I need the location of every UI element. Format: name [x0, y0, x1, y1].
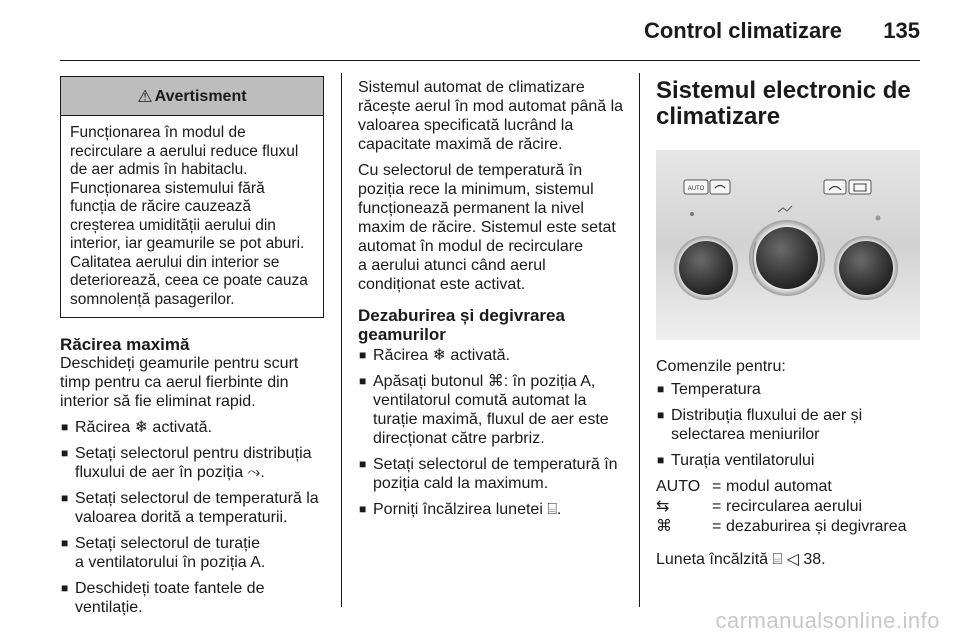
control-text: Turația ventilatorului — [671, 452, 815, 469]
warning-line: interior, iar geamurile se pot aburi. — [70, 235, 305, 252]
recirculation-icon: ⇆ — [656, 498, 670, 515]
bullet-square-icon: ■ — [359, 348, 367, 362]
definition-row — [656, 497, 922, 516]
bullet-square-icon: ■ — [657, 382, 665, 396]
step-text: Setați selectorul de temperatură în — [373, 456, 618, 473]
definition-description: dezaburirea și degivrarea — [726, 518, 907, 535]
step-text: Răcirea ❄ activată. — [75, 419, 213, 436]
warning-box — [60, 76, 324, 318]
definition-row — [656, 477, 922, 496]
list-item — [60, 444, 324, 482]
definition-equals: = — [712, 498, 722, 515]
list-item — [656, 380, 922, 399]
definition-description: modul automat — [726, 478, 832, 495]
warning-title: Avertisment — [154, 87, 247, 105]
column-middle — [358, 78, 626, 526]
step-text: Setați selectorul pentru distribuția — [75, 445, 312, 462]
title-line: climatizare — [656, 103, 781, 130]
bullet-square-icon: ■ — [61, 536, 69, 550]
column-divider-2 — [639, 73, 640, 607]
controls-label: Comenzile pentru: — [656, 358, 786, 375]
list-item — [358, 372, 626, 448]
control-text: selectarea meniurilor — [671, 426, 820, 443]
warning-line: recirculare a aerului reduce fluxul — [70, 142, 299, 160]
selector-paragraph — [358, 161, 626, 294]
step-text: direcționat către parbriz. — [373, 430, 545, 447]
list-item — [60, 579, 324, 617]
control-text: Temperatura — [671, 381, 761, 398]
bullet-square-icon: ■ — [359, 374, 367, 388]
warning-line: Calitatea aerului din interior se — [70, 253, 280, 271]
max-cooling-heading: Răcirea maximă — [60, 335, 190, 354]
step-text: ventilatorul comută automat la — [373, 392, 587, 409]
header-divider — [60, 60, 920, 61]
warning-line: deteriorează, ceea ce poate cauza — [70, 272, 308, 289]
defog-steps — [358, 346, 626, 519]
max-cooling-intro — [60, 354, 324, 411]
heading-line: Dezaburirea și degivrarea — [358, 306, 565, 325]
warning-line: somnolență pasagerilor. — [70, 290, 235, 308]
climate-control-panel-image — [656, 150, 920, 340]
paragraph-line: Sistemul automat de climatizare — [358, 79, 585, 96]
list-item — [60, 418, 324, 437]
definition-description: recircularea aerului — [726, 498, 863, 515]
fan-indicator-icon — [876, 216, 881, 221]
step-text: Deschideți toate fantele de — [75, 580, 265, 597]
definition-term: AUTO — [656, 478, 701, 495]
title-line: Sistemul electronic de — [656, 77, 911, 104]
step-text: Setați selectorul de temperatură la — [75, 490, 319, 507]
paragraph-line: funcționează permanent la nivel — [358, 200, 584, 217]
paragraph-line: poziția rece la minimum, sistemul — [358, 181, 594, 198]
paragraph-line: a aerului atunci când aerul — [358, 257, 546, 274]
max-cooling-steps — [60, 418, 324, 617]
warning-line: Funcționarea sistemului fără — [70, 179, 265, 197]
cold-indicator-icon — [690, 212, 694, 216]
step-text: fluxului de aer în poziția ⤳. — [75, 464, 265, 481]
recirculation-button — [710, 180, 730, 194]
warning-text — [61, 116, 323, 317]
definition-row — [656, 517, 922, 536]
electronic-climate-title — [656, 78, 922, 130]
rear-window-reference: Luneta încălzită ⌸ ◁ 38. — [656, 551, 826, 568]
intro-line: interior să fie eliminat rapid. — [60, 393, 256, 410]
section-title: Control climatizare — [643, 18, 842, 43]
warning-line: de aer admis în habitaclu. — [70, 161, 248, 178]
bullet-square-icon: ■ — [359, 502, 367, 516]
bullet-square-icon: ■ — [657, 408, 665, 422]
list-item — [60, 489, 324, 527]
definition-equals: = — [712, 478, 722, 495]
column-right — [656, 78, 922, 569]
controls-list — [656, 380, 922, 470]
rear-window-button — [849, 180, 871, 194]
list-item — [358, 500, 626, 519]
paragraph-line: răcește aerul în mod automat până la — [358, 98, 624, 115]
step-text: a ventilatorului în poziția A. — [75, 554, 266, 571]
warning-triangle-icon: ⚠ — [137, 86, 153, 106]
temperature-knob — [679, 241, 733, 295]
auto-button-label: AUTO — [687, 186, 705, 192]
fan-knob — [839, 241, 893, 295]
list-item — [656, 451, 922, 470]
paragraph-line: Cu selectorul de temperatură în — [358, 162, 583, 179]
definition-equals: = — [712, 518, 722, 535]
warning-line: Funcționarea în modul de — [70, 124, 246, 141]
page-number: 135 — [883, 18, 920, 43]
control-text: Distribuția fluxului de aer și — [671, 407, 863, 424]
list-item — [358, 455, 626, 493]
step-text: turație maximă, fluxul de aer este — [373, 411, 609, 428]
paragraph-line: maxim de răcire. Sistemul este setat — [358, 219, 616, 236]
step-text: ventilație. — [75, 599, 143, 616]
step-text: poziția cald la maximum. — [373, 475, 549, 492]
step-text: Porniți încălzirea lunetei ⌸. — [373, 501, 562, 518]
paragraph-line: capacitate maximă de răcire. — [358, 136, 563, 153]
list-item — [60, 534, 324, 572]
bullet-square-icon: ■ — [359, 457, 367, 471]
defrost-icon: ⌘ — [656, 518, 672, 535]
bullet-square-icon: ■ — [61, 446, 69, 460]
button-definitions — [656, 477, 922, 536]
step-text: Apăsați butonul ⌘: în poziția A, — [373, 373, 596, 390]
step-text: valoarea dorită a temperaturii. — [75, 509, 288, 526]
warning-header — [61, 77, 323, 116]
bullet-square-icon: ■ — [61, 491, 69, 505]
warning-line: funcția de răcire cauzează — [70, 198, 251, 215]
paragraph-line: automat în modul de recirculare — [358, 238, 583, 255]
list-item — [358, 346, 626, 365]
intro-line: timp pentru ca aerul fierbinte din — [60, 374, 289, 391]
distribution-knob — [756, 227, 818, 289]
watermark: carmanualsonline.info — [715, 608, 940, 633]
step-text: Setați selectorul de turație — [75, 535, 260, 552]
auto-cooling-paragraph — [358, 78, 626, 154]
heading-line: geamurilor — [358, 325, 446, 344]
list-item — [656, 406, 922, 444]
bullet-square-icon: ■ — [657, 453, 665, 467]
step-text: Răcirea ❄ activată. — [373, 347, 511, 364]
column-divider-1 — [341, 73, 342, 607]
auto-button — [684, 180, 708, 194]
paragraph-line: valoarea specificată lucrând la — [358, 117, 574, 134]
column-left — [60, 76, 324, 624]
warning-line: creșterea umidității aerului din — [70, 216, 276, 234]
intro-line: Deschideți geamurile pentru scurt — [60, 355, 299, 372]
bullet-square-icon: ■ — [61, 420, 69, 434]
bullet-square-icon: ■ — [61, 581, 69, 595]
paragraph-line: condiționat este activat. — [358, 276, 526, 293]
defog-heading — [358, 306, 626, 344]
